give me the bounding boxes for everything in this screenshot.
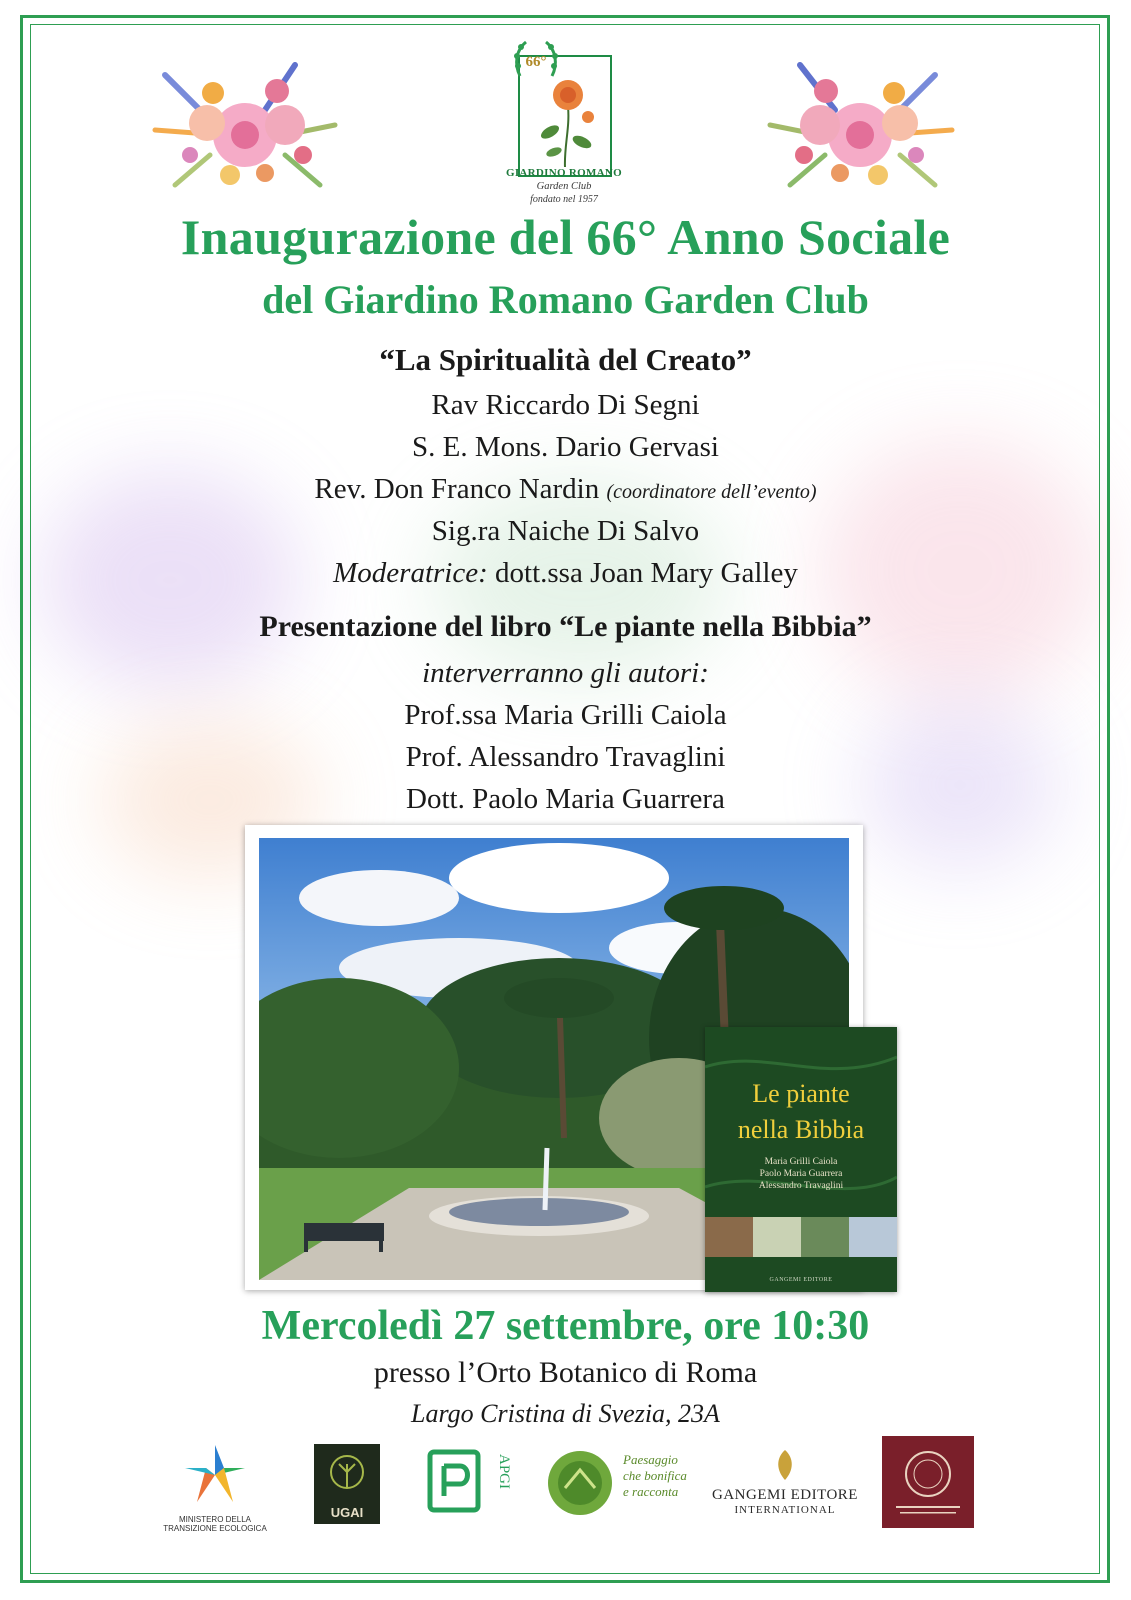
sponsor-ugai (314, 1444, 380, 1524)
speaker-1: Rav Riccardo Di Segni (431, 389, 700, 421)
anniversary-number: 66° (525, 54, 547, 70)
paesaggio-circle-icon (545, 1448, 615, 1518)
speaker-4: Sig.ra Naiche Di Salvo (431, 515, 700, 547)
paesaggio-line-2: che bonifica (623, 1468, 687, 1483)
cover-author-1: Maria Grilli Caiola (764, 1157, 838, 1167)
cover-author-3: Alessandro Travaglini (758, 1181, 844, 1191)
cover-title-1: Le piante (752, 1079, 850, 1108)
cover-author-2: Paolo Maria Guarrera (759, 1169, 843, 1179)
authors-intro: interverranno gli autori: (422, 657, 709, 689)
moderator-row (0, 557, 1131, 590)
club-logo (496, 30, 632, 208)
speaker-3: Rev. Don Franco Nardin (314, 473, 600, 505)
lecture-title: “La Spiritualità del Creato” (379, 342, 752, 377)
ministero-caption-2: TRANSIZIONE ECOLOGICA (163, 1524, 267, 1533)
logo-subtitle: Garden Club (536, 181, 592, 192)
sponsor-paesaggio (545, 1448, 695, 1518)
sponsor-sapienza (882, 1436, 974, 1528)
author-2: Prof. Alessandro Travaglini (405, 741, 726, 773)
gangemi-label: GANGEMI EDITORE (712, 1487, 858, 1503)
author-3: Dott. Paolo Maria Guarrera (406, 783, 725, 815)
flower-bouquet-right (760, 55, 960, 200)
laurel-badge-icon (512, 36, 560, 84)
sapienza-seal-icon (882, 1436, 974, 1528)
moderator-name: dott.ssa Joan Mary Galley (495, 557, 798, 589)
speaker-3-note: (coordinatore dell’evento) (606, 481, 817, 503)
headline-title: Inaugurazione del 66° Anno Sociale (180, 209, 951, 265)
gangemi-sub: INTERNATIONAL (734, 1504, 836, 1516)
event-place: presso l’Orto Botanico di Roma (373, 1356, 758, 1389)
cover-title-2: nella Bibbia (737, 1115, 865, 1144)
ministero-caption-1: MINISTERO DELLA (178, 1515, 251, 1524)
sponsor-apgi (426, 1446, 522, 1526)
paesaggio-line-1: Paesaggio (623, 1452, 678, 1467)
book-cover (705, 1027, 897, 1292)
paesaggio-caption (623, 1452, 687, 1500)
moderator-label: Moderatrice: (333, 557, 488, 589)
apgi-mark-icon (426, 1446, 486, 1516)
sponsor-gangemi (700, 1448, 870, 1518)
logo-founded: fondato nel 1957 (530, 194, 598, 205)
speaker-2: S. E. Mons. Dario Gervasi (412, 431, 719, 463)
apgi-label: APGI (496, 1454, 512, 1490)
event-address: Largo Cristina di Svezia, 23A (411, 1399, 720, 1428)
cover-publisher: GANGEMI EDITORE (769, 1277, 833, 1283)
gangemi-emblem-icon (770, 1448, 800, 1482)
book-heading: Presentazione del libro “Le piante nella Bibbia” (259, 610, 872, 643)
speaker-3-row (0, 473, 1131, 506)
sponsor-ministero (150, 1440, 280, 1533)
flower-bouquet-left (145, 55, 345, 200)
paesaggio-line-3: e racconta (623, 1484, 679, 1499)
ministero-star-icon (180, 1440, 250, 1510)
event-date: Mercoledì 27 settembre, ore 10:30 (261, 1303, 870, 1349)
headline-subtitle: del Giardino Romano Garden Club (262, 277, 869, 322)
ugai-tree-icon (314, 1444, 380, 1500)
logo-club-name: GIARDINO ROMANO (505, 167, 623, 179)
author-1: Prof.ssa Maria Grilli Caiola (404, 699, 727, 731)
ugai-label: UGAI (330, 1505, 364, 1520)
